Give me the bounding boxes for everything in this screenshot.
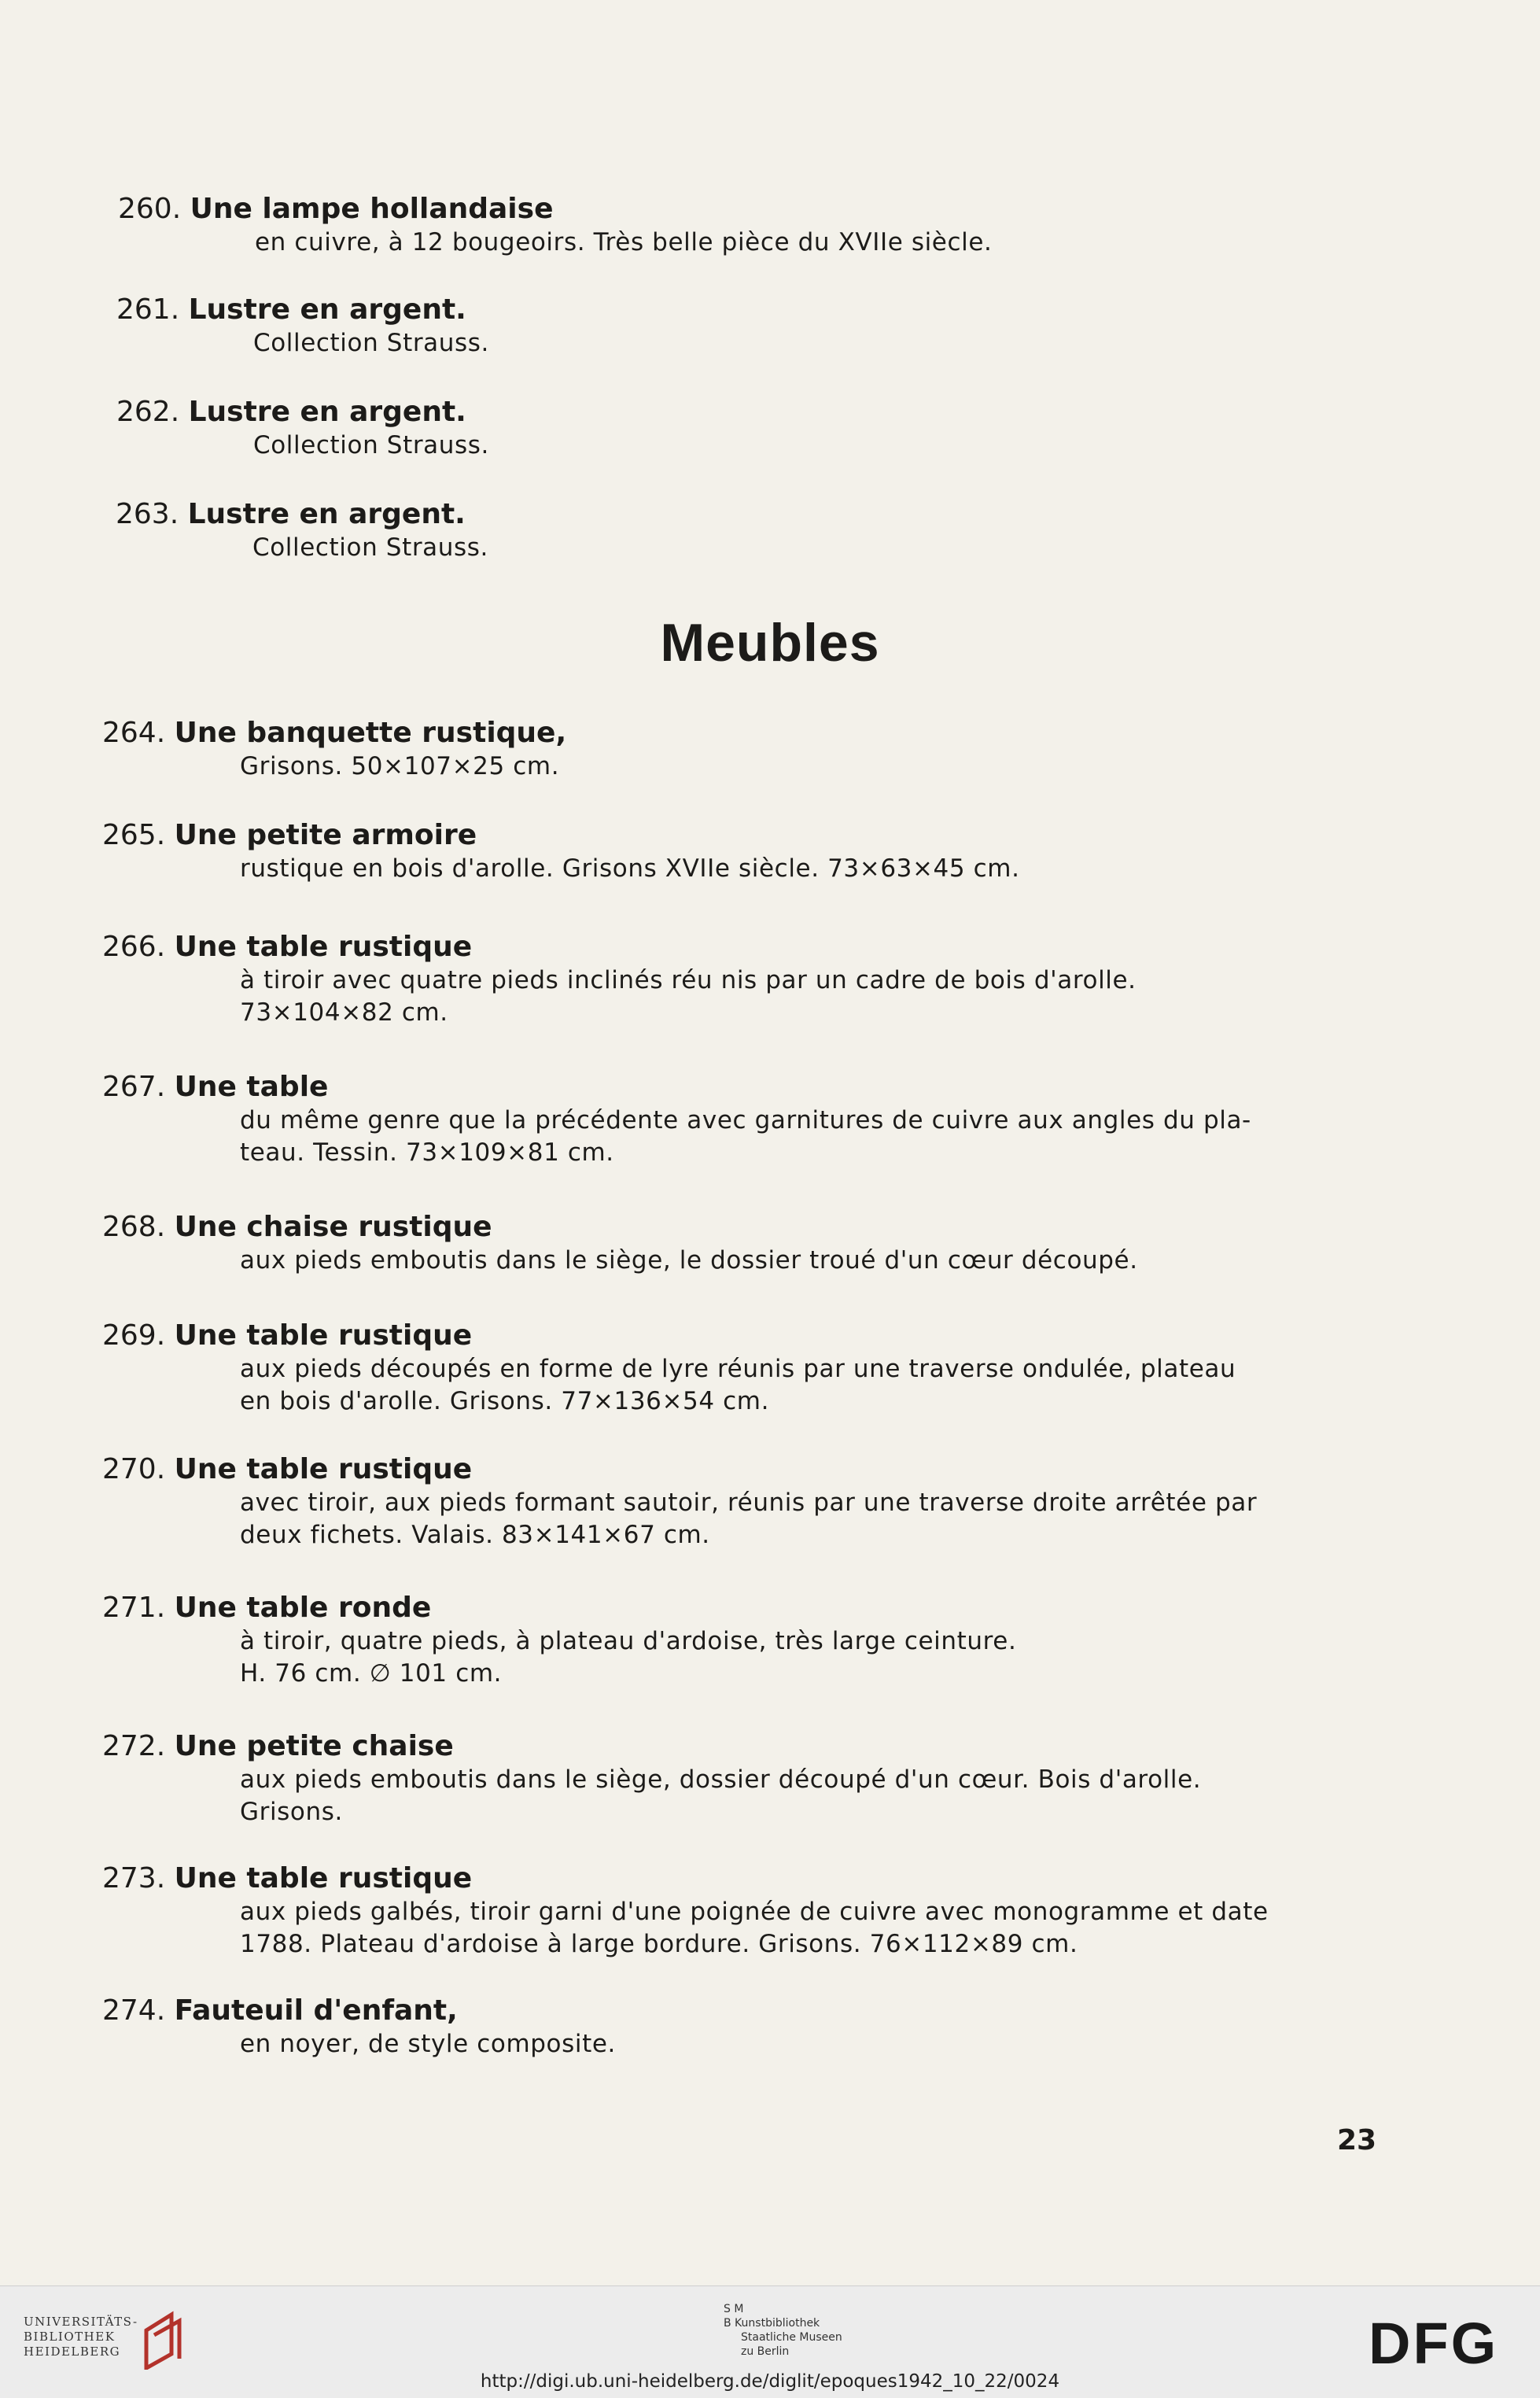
entry-number: 263. [116,498,179,530]
entry-heading [102,1591,1016,1625]
entry-number: 265. [102,819,166,851]
entry-title: Une table rustique [174,931,473,963]
entry-265 [102,818,1020,885]
entry-heading [102,1994,616,2028]
entry-description [255,227,992,259]
entry-heading [116,395,489,430]
entry-number: 260. [118,193,182,225]
entry-description [240,1487,1257,1551]
entry-270 [102,1452,1257,1551]
entry-262 [116,395,489,462]
entry-title: Lustre en argent. [188,396,466,428]
smb-kunstbibliothek-logo[interactable] [724,2302,842,2359]
entry-title: Une table rustique [174,1862,473,1894]
entry-title: Fauteuil d'enfant, [174,1994,458,2027]
university-logo-line: BIBLIOTHEK [24,2330,116,2344]
description-line: aux pieds galbés, tiroir garni d'une poignée de cuivre avec monogramme et date [240,1898,1269,1926]
entry-271 [102,1591,1016,1690]
entry-number: 274. [102,1994,166,2027]
entry-heading [116,497,488,532]
university-book-icon [140,2307,187,2370]
entry-number: 272. [102,1730,166,1762]
entry-title: Une chaise rustique [174,1211,492,1243]
entry-number: 269. [102,1319,166,1352]
entry-description [240,1105,1251,1169]
description-line: Grisons. 50×107×25 cm. [240,752,560,780]
description-line: 73×104×82 cm. [240,998,448,1027]
entry-heading [102,930,1137,965]
entry-title: Lustre en argent. [188,293,466,326]
smb-logo-line: B Kunstbibliothek [724,2317,820,2330]
section-title: Meubles [660,613,880,673]
entry-261 [116,293,489,360]
entry-272 [102,1729,1201,1828]
entry-heading [102,1452,1257,1487]
entry-heading [116,293,489,327]
entry-description [240,1245,1138,1277]
description-line: aux pieds emboutis dans le siège, dossier découpé d'un cœur. Bois d'arolle. [240,1765,1202,1794]
entry-number: 273. [102,1862,166,1894]
description-line: en cuivre, à 12 bougeoirs. Très belle pièce du XVIIe siècle. [255,228,993,256]
entry-heading [102,818,1020,853]
entry-266 [102,930,1137,1029]
entry-number: 262. [116,396,180,428]
university-logo-line: HEIDELBERG [24,2345,121,2359]
description-line: à tiroir, quatre pieds, à plateau d'ardoise, très large ceinture. [240,1627,1017,1655]
entry-260 [118,192,992,259]
entry-number: 267. [102,1071,166,1103]
description-line: teau. Tessin. 73×109×81 cm. [240,1138,614,1167]
smb-logo-line: Staatliche Museen [741,2331,842,2344]
entry-title: Une table ronde [174,1592,432,1624]
entry-number: 261. [116,293,180,326]
entry-description [240,751,566,783]
entry-title: Une table [174,1071,329,1103]
description-line: en noyer, de style composite. [240,2030,616,2058]
entry-title: Lustre en argent. [187,498,466,530]
entry-number: 266. [102,931,166,963]
description-line: aux pieds emboutis dans le siège, le dossier troué d'un cœur découpé. [240,1246,1138,1275]
entry-title: Une petite armoire [174,819,477,851]
entry-number: 271. [102,1592,166,1624]
entry-title: Une banquette rustique, [174,717,567,749]
description-line: aux pieds découpés en forme de lyre réunis par une traverse ondulée, plateau [240,1355,1236,1383]
description-line: en bois d'arolle. Grisons. 77×136×54 cm. [240,1387,770,1415]
entry-description [240,2028,616,2060]
entry-heading [102,1319,1236,1353]
description-line: H. 76 cm. ∅ 101 cm. [240,1659,503,1688]
description-line: avec tiroir, aux pieds formant sautoir, réunis par une traverse droite arrêtée par [240,1489,1258,1517]
entry-description [240,1625,1016,1690]
description-line: Collection Strauss. [253,431,489,459]
entry-title: Une petite chaise [174,1730,454,1762]
entry-description [240,1353,1236,1418]
entry-title: Une table rustique [174,1453,473,1485]
entry-description [253,327,489,360]
entry-number: 270. [102,1453,166,1485]
entry-267 [102,1070,1251,1169]
page-number: 23 [1337,2124,1377,2156]
entry-heading [102,1861,1269,1896]
entry-269 [102,1319,1236,1418]
entry-title: Une lampe hollandaise [190,193,554,225]
entry-description [240,1896,1269,1961]
source-url-link[interactable]: http://digi.ub.uni-heidelberg.de/diglit/epoques1942_10_22/0024 [480,2371,1060,2392]
description-line: Grisons. [240,1798,343,1826]
description-line: Collection Strauss. [253,329,489,357]
viewer-footer [0,2285,1540,2398]
smb-logo-line: S M [724,2303,744,2315]
entry-heading [118,192,992,227]
smb-logo-line: zu Berlin [741,2345,790,2358]
entry-273 [102,1861,1269,1961]
dfg-logo[interactable]: DFG [1369,2311,1499,2376]
entry-number: 268. [102,1211,166,1243]
entry-heading [102,1070,1251,1105]
entry-263 [116,497,488,564]
description-line: rustique en bois d'arolle. Grisons XVIIe siècle. 73×63×45 cm. [240,854,1020,883]
description-line: Collection Strauss. [252,533,488,562]
entry-264 [102,716,566,783]
description-line: à tiroir avec quatre pieds inclinés réu nis par un cadre de bois d'arolle. [240,966,1137,994]
entry-heading [102,1210,1138,1245]
entry-heading [102,1729,1201,1764]
entry-description [252,532,488,564]
university-library-logo[interactable] [24,2315,138,2359]
description-line: du même genre que la précédente avec garnitures de cuivre aux angles du pla- [240,1106,1251,1134]
entry-description [240,853,1020,885]
description-line: deux fichets. Valais. 83×141×67 cm. [240,1521,710,1549]
description-line: 1788. Plateau d'ardoise à large bordure. Grisons. 76×112×89 cm. [240,1930,1078,1958]
entry-description [240,1764,1201,1828]
entry-heading [102,716,566,751]
entry-number: 264. [102,717,166,749]
entry-description [240,965,1137,1029]
university-logo-line: UNIVERSITÄTS- [24,2315,138,2329]
entry-title: Une table rustique [174,1319,473,1352]
entry-268 [102,1210,1138,1277]
entry-274 [102,1994,616,2060]
entry-description [253,430,489,462]
